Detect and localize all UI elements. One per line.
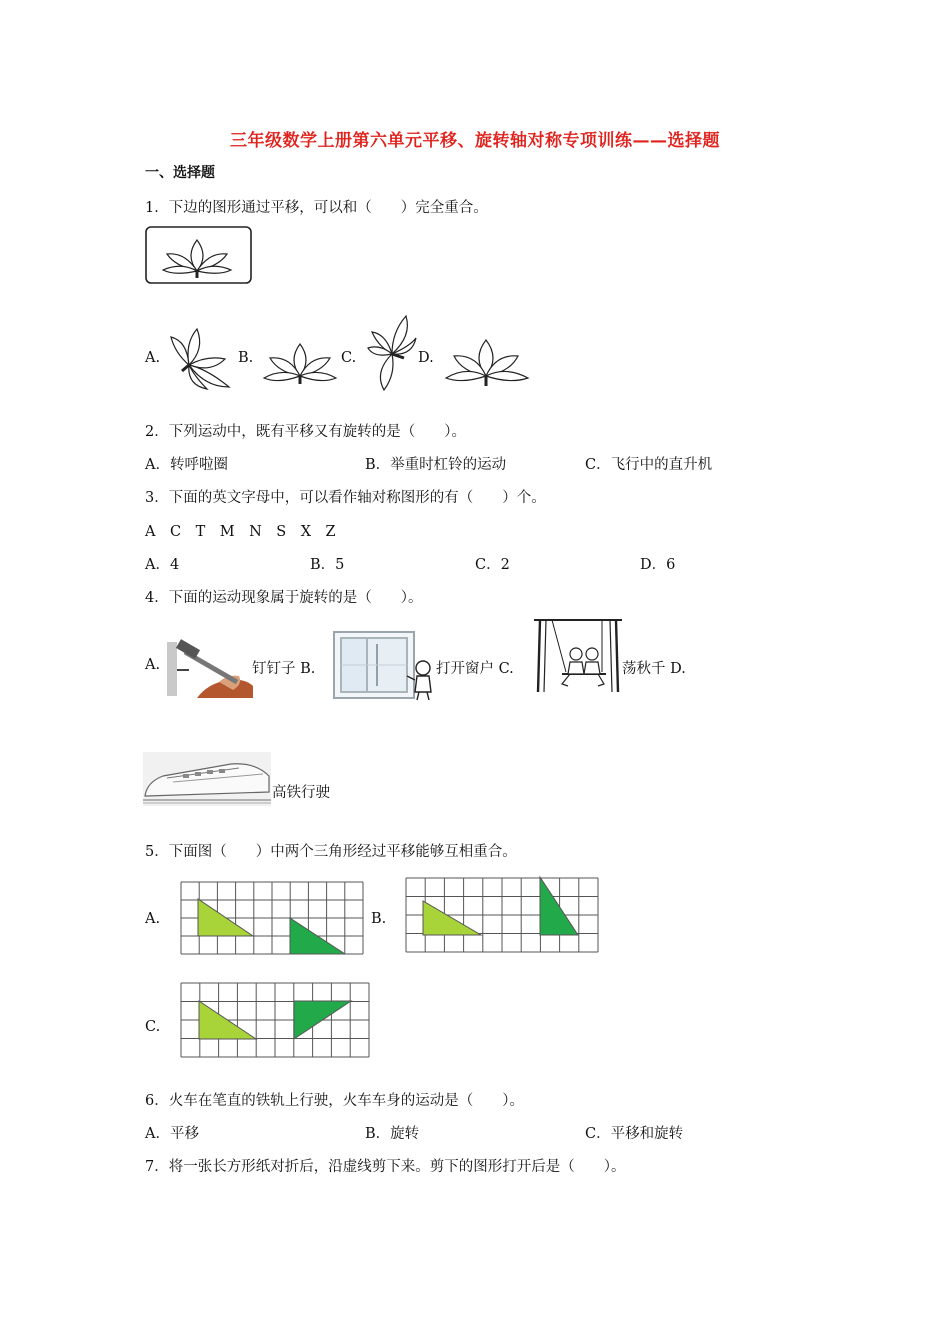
page-title: 三年级数学上册第六单元平移、旋转轴对称专项训练——选择题 (230, 131, 720, 151)
q5-option-a-grid[interactable] (180, 881, 364, 955)
question-1-stem: 1．下边的图形通过平移，可以和（ ）完全重合。 (145, 200, 488, 216)
q1-option-d-lotus-figure[interactable] (444, 336, 530, 390)
q4-option-c-label[interactable]: 打开窗户 C. (436, 661, 514, 677)
q5-option-a-label[interactable]: A. (145, 911, 161, 927)
q3-option-c[interactable]: C．2 (475, 557, 510, 573)
q6-option-c[interactable]: C．平移和旋转 (585, 1126, 684, 1142)
question-7-stem: 7．将一张长方形纸对折后，沿虚线剪下来。剪下的图形打开后是（ ）。 (145, 1159, 626, 1175)
section-heading: 一、选择题 (145, 165, 215, 181)
q2-option-c[interactable]: C．飞行中的直升机 (585, 457, 713, 473)
q1-option-c-label[interactable]: C. (341, 350, 357, 366)
question-4-stem: 4．下面的运动现象属于旋转的是（ ）。 (145, 590, 423, 606)
q6-option-a[interactable]: A．平移 (145, 1126, 199, 1142)
q4-swing-image[interactable] (532, 614, 624, 694)
q1-option-b-label[interactable]: B. (238, 350, 254, 366)
q4-hammer-nail-image[interactable] (167, 640, 253, 698)
q1-option-a-label[interactable]: A. (145, 350, 161, 366)
q1-option-c-lotus-figure[interactable] (366, 312, 422, 392)
q6-option-b[interactable]: B．旋转 (365, 1126, 420, 1142)
q3-option-d[interactable]: D．6 (640, 557, 676, 573)
q3-option-a[interactable]: A．4 (145, 557, 180, 573)
question-3-stem: 3．下面的英文字母中，可以看作轴对称图形的有（ ）个。 (145, 490, 546, 506)
q3-option-b[interactable]: B．5 (310, 557, 345, 573)
q1-reference-lotus-figure (145, 226, 253, 286)
q4-option-d-label[interactable]: 荡秋千 D. (622, 661, 686, 677)
q5-option-c-label[interactable]: C. (145, 1019, 161, 1035)
q1-option-b-lotus-figure[interactable] (262, 340, 338, 388)
q4-option-d-caption: 高铁行驶 (272, 785, 330, 801)
q4-option-a-label[interactable]: A. (145, 657, 161, 673)
q1-option-a-lotus-figure[interactable] (167, 325, 239, 393)
q3-letters: A C T M N S X Z (145, 524, 336, 540)
q2-option-b[interactable]: B．举重时杠铃的运动 (365, 457, 507, 473)
question-6-stem: 6．火车在笔直的铁轨上行驶，火车车身的运动是（ ）。 (145, 1093, 524, 1109)
question-5-stem: 5．下面图（ ）中两个三角形经过平移能够互相重合。 (145, 844, 517, 860)
q5-option-b-grid[interactable] (405, 877, 599, 953)
question-2-stem: 2．下列运动中，既有平移又有旋转的是（ ）。 (145, 424, 466, 440)
q2-option-a[interactable]: A．转呼啦圈 (145, 457, 228, 473)
q1-option-d-label[interactable]: D. (418, 350, 434, 366)
q4-option-b-label[interactable]: 钉钉子 B. (252, 661, 316, 677)
q4-high-speed-train-image[interactable] (143, 752, 271, 806)
q5-option-b-label[interactable]: B. (371, 911, 387, 927)
q5-option-c-grid[interactable] (180, 982, 370, 1058)
q4-window-image[interactable] (333, 630, 437, 702)
